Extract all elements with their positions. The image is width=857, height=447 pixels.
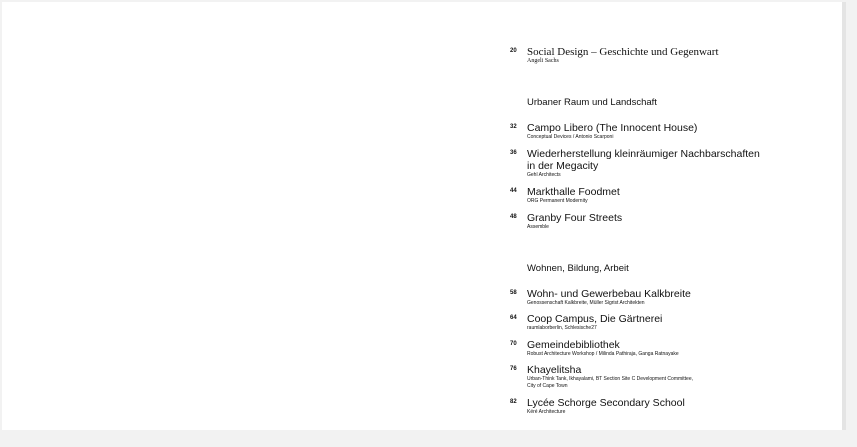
toc-entry — [510, 339, 679, 358]
section-heading: Wohnen, Bildung, Arbeit — [527, 263, 629, 274]
entry-credit-line: City of Cape Town — [527, 383, 568, 389]
page-number: 76 — [510, 366, 517, 372]
toc-entry — [510, 313, 663, 332]
toc-entry — [510, 288, 691, 307]
entry-title: Gemeindebibliothek — [527, 339, 620, 351]
entry-credit: ORG Permanent Modernity — [527, 198, 588, 204]
entry-title: Granby Four Streets — [527, 212, 623, 224]
page-number: 64 — [510, 315, 517, 321]
page-number: 36 — [510, 150, 517, 156]
toc-entry-intro — [510, 46, 719, 65]
toc-entry — [510, 364, 693, 390]
entry-credit: Genossenschaft Kalkbreite, Müller Sigrist Architekten — [527, 300, 645, 306]
page-number: 48 — [510, 214, 517, 220]
entry-title-line: Wiederherstellung kleinräumiger Nachbarschaften — [527, 148, 760, 160]
toc-entry — [510, 397, 685, 416]
page-number: 44 — [510, 188, 517, 194]
entry-title: Lycée Schorge Secondary School — [527, 397, 685, 409]
entry-credit: raumlaborberlin, Schlesische27 — [527, 325, 597, 331]
entry-credit-line: Urban-Think Tank, Ikhayalami, BT Section Site C Development Committee, — [527, 376, 693, 382]
toc-entry — [510, 122, 698, 141]
entry-author: Angeli Sachs — [527, 58, 559, 64]
entry-credit: Gehl Architects — [527, 172, 561, 178]
entry-credit: Kéré Architecture — [527, 409, 566, 415]
toc-entry — [510, 148, 760, 179]
entry-title-line: in der Megacity — [527, 160, 599, 172]
page-number: 70 — [510, 341, 517, 347]
entry-title: Markthalle Foodmet — [527, 186, 620, 198]
entry-title: Campo Libero (The Innocent House) — [527, 122, 698, 134]
page-number: 32 — [510, 124, 517, 130]
entry-title: Khayelitsha — [527, 364, 582, 376]
entry-title: Coop Campus, Die Gärtnerei — [527, 313, 663, 325]
page-number: 20 — [510, 48, 517, 54]
page-number: 82 — [510, 399, 517, 405]
entry-credit: Assemble — [527, 224, 549, 230]
entry-credit: Conceptual Devices / Antonio Scarponi — [527, 134, 614, 140]
entry-title: Wohn- und Gewerbebau Kalkbreite — [527, 288, 691, 300]
toc-entry — [510, 186, 620, 205]
toc-entry — [510, 212, 623, 231]
section-heading: Urbaner Raum und Landschaft — [527, 97, 657, 108]
entry-credit: Robust Architecture Workshop / Milinda Pathiraja, Ganga Ratnayake — [527, 351, 679, 357]
page-number: 58 — [510, 290, 517, 296]
entry-title: Social Design – Geschichte und Gegenwart — [527, 46, 719, 58]
